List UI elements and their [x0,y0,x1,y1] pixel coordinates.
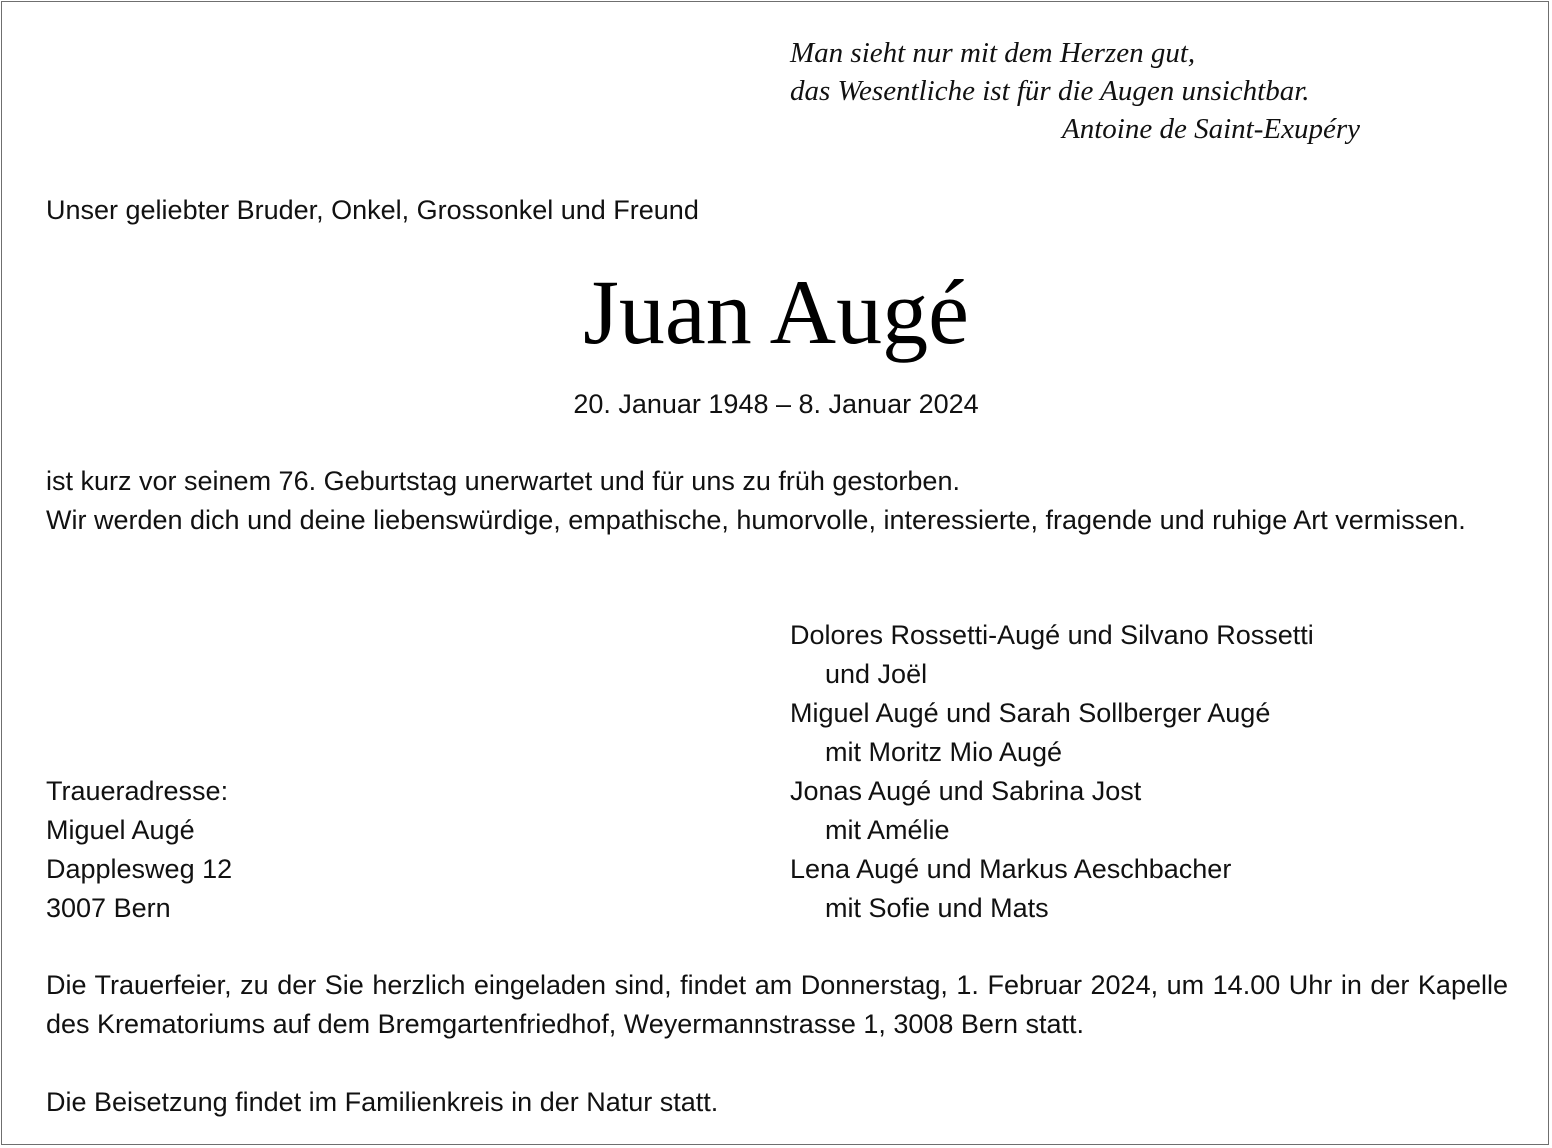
mourner-names: Jonas Augé und Sabrina Jost [790,776,1142,806]
mourner-group [790,616,1510,694]
mourner-group [790,772,1510,850]
mourner-children: und Joël [825,659,928,689]
quote-line-2: das Wesentliche ist für die Augen unsichtbar. [790,75,1310,107]
mourner-children: mit Moritz Mio Augé [825,737,1063,767]
address-label: Traueradresse: [46,776,229,806]
address-city: 3007 Bern [46,893,171,923]
message-line-1: ist kurz vor seinem 76. Geburtstag unerwartet und für uns zu früh gestorben. [46,466,960,496]
mourner-names: Lena Augé und Markus Aeschbacher [790,854,1232,884]
obituary-notice [1,1,1549,1145]
funeral-ceremony-text: Die Trauerfeier, zu der Sie herzlich eingeladen sind, findet am Donnerstag, 1. Februar 2024, um 14.00 Uhr in der Kapelle des Krematoriums auf dem Bremgartenfriedhof, Weyermannstrasse 1, 3008 Bern statt. [46,970,1508,1039]
epigraph-quote [790,34,1360,148]
deceased-name: Juan Augé [583,261,969,363]
message-text [46,462,1508,540]
mourner-names: Dolores Rossetti-Augé und Silvano Rossetti [790,620,1314,650]
mourners-list [790,616,1510,928]
mourner-children: mit Amélie [825,815,950,845]
burial-text: Die Beisetzung findet im Familienkreis in der Natur statt. [46,1087,719,1117]
message-line-2: Wir werden dich und deine liebenswürdige, empathische, humorvolle, interessierte, fragende und ruhige Art vermissen. [46,505,1466,535]
life-dates: 20. Januar 1948 – 8. Januar 2024 [573,389,979,419]
mourner-group [790,850,1510,928]
mourning-address [46,772,232,928]
address-street: Dapplesweg 12 [46,854,233,884]
quote-line-1: Man sieht nur mit dem Herzen gut, [790,37,1196,69]
quote-author: Antoine de Saint-Exupéry [1062,113,1360,145]
mourner-names: Miguel Augé und Sarah Sollberger Augé [790,698,1271,728]
mourner-children: mit Sofie und Mats [825,893,1049,923]
intro-line: Unser geliebter Bruder, Onkel, Grossonkel und Freund [46,195,699,225]
mourner-group [790,694,1510,772]
address-name: Miguel Augé [46,815,195,845]
